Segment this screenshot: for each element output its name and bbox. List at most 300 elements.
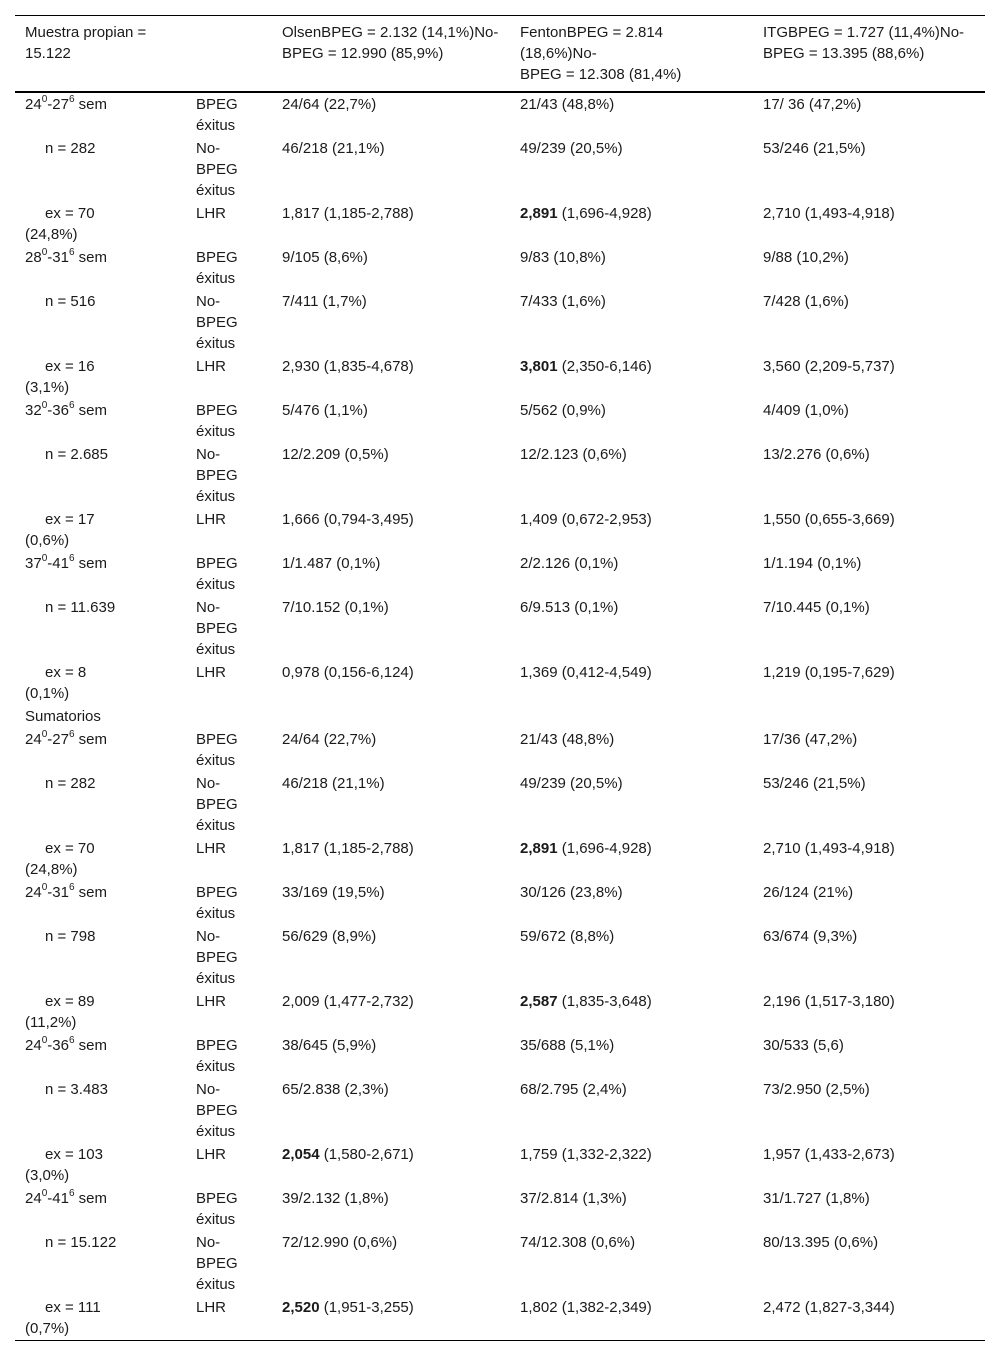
- table-row: [15, 925, 985, 990]
- table-body: [15, 92, 985, 1341]
- text: ex = 16: [45, 358, 95, 375]
- label-bpeg: [186, 1187, 272, 1231]
- bold-value: 2,587: [520, 993, 558, 1010]
- text: 53/246 (21,5%): [763, 140, 866, 157]
- text: No-: [196, 140, 221, 157]
- text: 24: [25, 96, 42, 113]
- text: 17/ 36 (47,2%): [763, 96, 862, 113]
- text: 21/43 (48,8%): [520, 731, 615, 748]
- table-row: [15, 772, 985, 837]
- text: éxitus: [196, 335, 236, 352]
- text: BPEG: [196, 1102, 238, 1119]
- n-cell: [15, 443, 186, 508]
- label-bpeg: [186, 1034, 272, 1078]
- text: n = 282: [45, 775, 96, 792]
- label-lhr: [186, 1143, 272, 1187]
- cell-itg: [753, 508, 985, 552]
- label-nobpeg: [186, 443, 272, 508]
- sumatorios-row: [15, 705, 985, 728]
- text: éxitus: [196, 817, 236, 834]
- text: 6: [68, 1035, 75, 1046]
- label-bpeg: [186, 881, 272, 925]
- cell-itg: [753, 661, 985, 705]
- text: éxitus: [196, 488, 236, 505]
- cell-olsen: [272, 596, 510, 661]
- label-bpeg: [186, 399, 272, 443]
- n-cell: [15, 137, 186, 202]
- n-cell: [15, 772, 186, 837]
- cell-olsen: [272, 837, 510, 881]
- text: 46/218 (21,1%): [282, 140, 385, 157]
- cell-olsen: [272, 990, 510, 1034]
- text: n = 798: [45, 928, 96, 945]
- text: 2,710 (1,493-4,918): [763, 840, 895, 857]
- cell-olsen: [272, 443, 510, 508]
- cell-olsen: [272, 661, 510, 705]
- ex-cell: [15, 355, 186, 399]
- text: 1,666 (0,794-3,495): [282, 511, 414, 528]
- text: -27: [47, 96, 69, 113]
- label-lhr: [186, 202, 272, 246]
- cell-fenton: [510, 728, 753, 772]
- text: 7/10.445 (0,1%): [763, 599, 870, 616]
- text: 74/12.308 (0,6%): [520, 1234, 636, 1251]
- ex-cell: [15, 202, 186, 246]
- text: sem: [74, 884, 108, 901]
- cell-fenton: [510, 355, 753, 399]
- text: (24,8%): [25, 861, 78, 878]
- text: 37/2.814 (1,3%): [520, 1190, 627, 1207]
- text: -31: [47, 884, 69, 901]
- ex-cell: [15, 508, 186, 552]
- label-nobpeg: [186, 925, 272, 990]
- cell-fenton: [510, 1187, 753, 1231]
- text: ex = 103: [45, 1146, 103, 1163]
- text: 24: [25, 731, 42, 748]
- text: Sumatorios: [25, 708, 101, 725]
- table-row: [15, 246, 985, 290]
- text: ex = 70: [45, 840, 95, 857]
- text: 17/36 (47,2%): [763, 731, 858, 748]
- cell-fenton: [510, 202, 753, 246]
- text: n = 516: [45, 293, 96, 310]
- text: 72/12.990 (0,6%): [282, 1234, 398, 1251]
- text: 26/124 (21%): [763, 884, 854, 901]
- cell-itg: [753, 399, 985, 443]
- text: sem: [74, 402, 108, 419]
- text: n = 11.639: [45, 599, 116, 616]
- header-sample: Muestra propian = 15.122: [25, 24, 147, 62]
- cell-olsen: [272, 92, 510, 137]
- text: (3,0%): [25, 1167, 70, 1184]
- text: No-: [196, 1234, 221, 1251]
- text: 0: [41, 247, 48, 258]
- text: 1,409 (0,672-2,953): [520, 511, 652, 528]
- header-blank: [186, 16, 272, 93]
- text: (1,696-4,928): [557, 205, 652, 222]
- table-row: [15, 990, 985, 1034]
- text: 6: [68, 882, 75, 893]
- text: 5/562 (0,9%): [520, 402, 606, 419]
- table-row: [15, 1034, 985, 1078]
- text: 59/672 (8,8%): [520, 928, 615, 945]
- cell-fenton: [510, 1078, 753, 1143]
- text: 9/83 (10,8%): [520, 249, 606, 266]
- range-cell: [15, 728, 186, 772]
- table-row: [15, 202, 985, 246]
- text: 6: [68, 400, 75, 411]
- text: 0: [41, 1035, 48, 1046]
- text: 33/169 (19,5%): [282, 884, 385, 901]
- results-table: [15, 15, 985, 1341]
- table-row: [15, 661, 985, 705]
- text: 1,957 (1,433-2,673): [763, 1146, 895, 1163]
- text: LHR: [196, 664, 227, 681]
- text: LHR: [196, 993, 227, 1010]
- text: 1/1.487 (0,1%): [282, 555, 381, 572]
- text: -41: [47, 1190, 69, 1207]
- table-row: [15, 1078, 985, 1143]
- text: 2,930 (1,835-4,678): [282, 358, 414, 375]
- table-row: [15, 137, 985, 202]
- bold-value: 2,891: [520, 205, 558, 222]
- text: LHR: [196, 1299, 227, 1316]
- text: ex = 8: [45, 664, 87, 681]
- text: 1,817 (1,185-2,788): [282, 840, 414, 857]
- table-row: [15, 596, 985, 661]
- text: ex = 111: [45, 1299, 101, 1316]
- text: éxitus: [196, 182, 236, 199]
- text: 39/2.132 (1,8%): [282, 1190, 389, 1207]
- cell-olsen: [272, 772, 510, 837]
- cell-fenton: [510, 443, 753, 508]
- text: BPEG: [196, 620, 238, 637]
- text: 21/43 (48,8%): [520, 96, 615, 113]
- text: 65/2.838 (2,3%): [282, 1081, 389, 1098]
- cell-itg: [753, 837, 985, 881]
- label-lhr: [186, 355, 272, 399]
- text: éxitus: [196, 117, 236, 134]
- label-bpeg: [186, 552, 272, 596]
- cell-itg: [753, 246, 985, 290]
- text: 13/2.276 (0,6%): [763, 446, 870, 463]
- text: 7/433 (1,6%): [520, 293, 606, 310]
- cell-fenton: [510, 881, 753, 925]
- text: 46/218 (21,1%): [282, 775, 385, 792]
- label-lhr: [186, 990, 272, 1034]
- ex-cell: [15, 837, 186, 881]
- text: 68/2.795 (2,4%): [520, 1081, 627, 1098]
- cell-itg: [753, 202, 985, 246]
- text: 0: [41, 94, 48, 105]
- text: 30/533 (5,6): [763, 1037, 844, 1054]
- text: No-: [196, 446, 221, 463]
- cell-fenton: [510, 552, 753, 596]
- table-row: [15, 92, 985, 137]
- range-cell: [15, 1187, 186, 1231]
- text: (0,1%): [25, 685, 70, 702]
- text: 2,009 (1,477-2,732): [282, 993, 414, 1010]
- text: LHR: [196, 840, 227, 857]
- text: éxitus: [196, 970, 236, 987]
- text: 1,219 (0,195-7,629): [763, 664, 895, 681]
- text: BPEG: [196, 96, 238, 113]
- cell-itg: [753, 990, 985, 1034]
- cell-olsen: [272, 1143, 510, 1187]
- cell-olsen: [272, 290, 510, 355]
- n-cell: [15, 1231, 186, 1296]
- text: 1,550 (0,655-3,669): [763, 511, 895, 528]
- text: BPEG: [196, 467, 238, 484]
- cell-itg: [753, 355, 985, 399]
- bold-value: 2,891: [520, 840, 558, 857]
- cell-itg: [753, 290, 985, 355]
- text: 53/246 (21,5%): [763, 775, 866, 792]
- ex-cell: [15, 1296, 186, 1341]
- text: éxitus: [196, 1058, 236, 1075]
- text: BPEG: [196, 1037, 238, 1054]
- text: (3,1%): [25, 379, 70, 396]
- table-row: [15, 399, 985, 443]
- text: BPEG: [196, 884, 238, 901]
- cell-fenton: [510, 661, 753, 705]
- cell-itg: [753, 443, 985, 508]
- table-row: [15, 728, 985, 772]
- header-itg: ITGBPEG = 1.727 (11,4%)No- BPEG = 13.395 (88,6%): [763, 24, 965, 62]
- cell-olsen: [272, 881, 510, 925]
- text: 5/476 (1,1%): [282, 402, 368, 419]
- range-cell: [15, 881, 186, 925]
- text: 6: [68, 729, 75, 740]
- range-cell: [15, 552, 186, 596]
- text: 56/629 (8,9%): [282, 928, 377, 945]
- cell-itg: [753, 137, 985, 202]
- cell-itg: [753, 1187, 985, 1231]
- text: n = 15.122: [45, 1234, 117, 1251]
- cell-olsen: [272, 355, 510, 399]
- text: LHR: [196, 205, 227, 222]
- text: 6: [68, 1188, 75, 1199]
- n-cell: [15, 925, 186, 990]
- text: BPEG: [196, 1255, 238, 1272]
- text: -36: [47, 1037, 69, 1054]
- text: BPEG: [196, 555, 238, 572]
- cell-itg: [753, 1034, 985, 1078]
- text: BPEG: [196, 161, 238, 178]
- text: 73/2.950 (2,5%): [763, 1081, 870, 1098]
- table-row: [15, 1187, 985, 1231]
- range-cell: [15, 246, 186, 290]
- text: 30/126 (23,8%): [520, 884, 623, 901]
- text: 24/64 (22,7%): [282, 731, 377, 748]
- text: (1,696-4,928): [557, 840, 652, 857]
- range-cell: [15, 399, 186, 443]
- cell-itg: [753, 596, 985, 661]
- cell-olsen: [272, 202, 510, 246]
- label-nobpeg: [186, 1078, 272, 1143]
- label-bpeg: [186, 728, 272, 772]
- text: 31/1.727 (1,8%): [763, 1190, 870, 1207]
- cell-fenton: [510, 1296, 753, 1341]
- text: éxitus: [196, 270, 236, 287]
- cell-olsen: [272, 925, 510, 990]
- text: éxitus: [196, 1211, 236, 1228]
- text: (24,8%): [25, 226, 78, 243]
- text: 3,560 (2,209-5,737): [763, 358, 895, 375]
- text: éxitus: [196, 752, 236, 769]
- text: BPEG: [196, 949, 238, 966]
- text: No-: [196, 1081, 221, 1098]
- text: 1,817 (1,185-2,788): [282, 205, 414, 222]
- text: -36: [47, 402, 69, 419]
- table-row: [15, 443, 985, 508]
- text: 1,802 (1,382-2,349): [520, 1299, 652, 1316]
- text: n = 282: [45, 140, 96, 157]
- text: 0: [41, 729, 48, 740]
- cell-itg: [753, 1078, 985, 1143]
- range-cell: [15, 92, 186, 137]
- text: 0,978 (0,156-6,124): [282, 664, 414, 681]
- label-lhr: [186, 837, 272, 881]
- text: BPEG: [196, 1190, 238, 1207]
- text: 9/105 (8,6%): [282, 249, 368, 266]
- text: No-: [196, 599, 221, 616]
- text: 28: [25, 249, 42, 266]
- bold-value: 3,801: [520, 358, 558, 375]
- text: 2,472 (1,827-3,344): [763, 1299, 895, 1316]
- label-lhr: [186, 508, 272, 552]
- label-bpeg: [186, 92, 272, 137]
- cell-fenton: [510, 92, 753, 137]
- text: 0: [41, 400, 48, 411]
- cell-fenton: [510, 290, 753, 355]
- label-lhr: [186, 1296, 272, 1341]
- cell-fenton: [510, 1231, 753, 1296]
- text: 24: [25, 884, 42, 901]
- text: ex = 89: [45, 993, 95, 1010]
- range-cell: [15, 1034, 186, 1078]
- text: 1/1.194 (0,1%): [763, 555, 862, 572]
- text: 2,196 (1,517-3,180): [763, 993, 895, 1010]
- cell-olsen: [272, 1296, 510, 1341]
- cell-olsen: [272, 1231, 510, 1296]
- text: ex = 17: [45, 511, 95, 528]
- label-nobpeg: [186, 1231, 272, 1296]
- text: n = 3.483: [45, 1081, 108, 1098]
- label-nobpeg: [186, 137, 272, 202]
- text: 49/239 (20,5%): [520, 140, 623, 157]
- text: ex = 70: [45, 205, 95, 222]
- text: 1,369 (0,412-4,549): [520, 664, 652, 681]
- text: (0,7%): [25, 1320, 70, 1337]
- text: 0: [41, 1188, 48, 1199]
- cell-fenton: [510, 596, 753, 661]
- table-row: [15, 552, 985, 596]
- text: 24: [25, 1190, 42, 1207]
- text: 24: [25, 1037, 42, 1054]
- text: (1,580-2,671): [319, 1146, 414, 1163]
- ex-cell: [15, 1143, 186, 1187]
- text: 24/64 (22,7%): [282, 96, 377, 113]
- cell-olsen: [272, 1078, 510, 1143]
- text: 0: [41, 882, 48, 893]
- cell-olsen: [272, 1187, 510, 1231]
- table-row: [15, 1231, 985, 1296]
- text: 6: [68, 247, 75, 258]
- text: LHR: [196, 1146, 227, 1163]
- text: sem: [74, 249, 108, 266]
- cell-fenton: [510, 399, 753, 443]
- text: 6/9.513 (0,1%): [520, 599, 619, 616]
- table-row: [15, 290, 985, 355]
- label-bpeg: [186, 246, 272, 290]
- text: sem: [74, 1190, 108, 1207]
- cell-fenton: [510, 137, 753, 202]
- text: 9/88 (10,2%): [763, 249, 849, 266]
- table-row: [15, 508, 985, 552]
- cell-fenton: [510, 925, 753, 990]
- text: sem: [74, 1037, 108, 1054]
- n-cell: [15, 290, 186, 355]
- cell-itg: [753, 1231, 985, 1296]
- text: 7/411 (1,7%): [282, 293, 367, 310]
- text: -41: [47, 555, 69, 572]
- cell-fenton: [510, 246, 753, 290]
- text: éxitus: [196, 905, 236, 922]
- cell-itg: [753, 925, 985, 990]
- bold-value: 2,520: [282, 1299, 320, 1316]
- table-row: [15, 881, 985, 925]
- header-row: [15, 16, 985, 93]
- text: 63/674 (9,3%): [763, 928, 858, 945]
- text: BPEG: [196, 402, 238, 419]
- text: 49/239 (20,5%): [520, 775, 623, 792]
- text: éxitus: [196, 641, 236, 658]
- text: 32: [25, 402, 42, 419]
- cell-olsen: [272, 508, 510, 552]
- text: BPEG: [196, 796, 238, 813]
- cell-itg: [753, 92, 985, 137]
- text: 35/688 (5,1%): [520, 1037, 615, 1054]
- text: 0: [41, 553, 48, 564]
- text: 4/409 (1,0%): [763, 402, 849, 419]
- text: (2,350-6,146): [557, 358, 652, 375]
- text: BPEG: [196, 314, 238, 331]
- cell-itg: [753, 1143, 985, 1187]
- cell-itg: [753, 728, 985, 772]
- text: No-: [196, 928, 221, 945]
- text: 6: [68, 94, 75, 105]
- text: BPEG: [196, 731, 238, 748]
- results-table-container: [15, 15, 985, 1341]
- n-cell: [15, 596, 186, 661]
- text: éxitus: [196, 1123, 236, 1140]
- cell-olsen: [272, 728, 510, 772]
- bold-value: 2,054: [282, 1146, 320, 1163]
- table-row: [15, 355, 985, 399]
- text: 80/13.395 (0,6%): [763, 1234, 879, 1251]
- text: No-: [196, 775, 221, 792]
- text: (1,835-3,648): [557, 993, 652, 1010]
- text: (11,2%): [25, 1014, 77, 1031]
- label-nobpeg: [186, 290, 272, 355]
- header-fenton: FentonBPEG = 2.814 (18,6%)No- BPEG = 12.308 (81,4%): [520, 24, 682, 83]
- sumatorios-label: [15, 705, 985, 728]
- cell-itg: [753, 772, 985, 837]
- text: (0,6%): [25, 532, 70, 549]
- label-nobpeg: [186, 596, 272, 661]
- cell-olsen: [272, 552, 510, 596]
